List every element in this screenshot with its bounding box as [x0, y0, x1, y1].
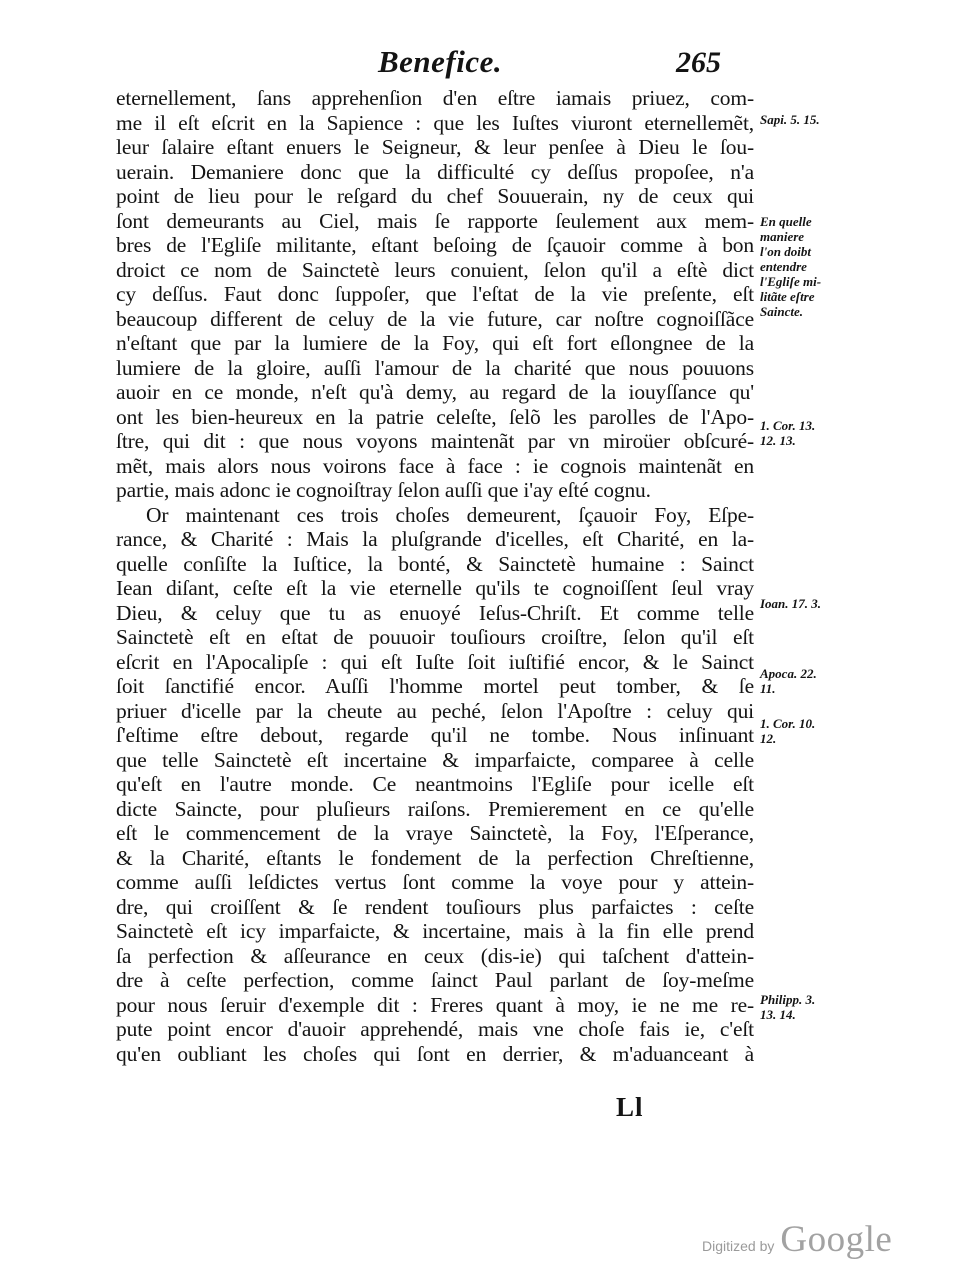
text-line: ſ'eſtime eſtre debout, regarde qu'il ne tombe. Nous inſinuant	[116, 723, 754, 747]
text-line: me il eſt eſcrit en la Sapience : que les Iuſtes viuront eternellemẽt,	[116, 110, 754, 135]
text-line: leur ſalaire eſtant enuers le Seigneur, & leur penſee à Dieu le ſou-	[116, 135, 754, 159]
text-line: qu'eſt en l'autre monde. Ce neantmoins l'Egliſe pour icelle eſt	[116, 772, 754, 796]
text-line: pour nous ſeruir d'exemple dit : Freres quant à moy, ie ne me re-	[116, 992, 754, 1017]
text-line: Sainctetè eſt en eſtat de pouuoir touſiours croiſtre, ſelon qu'il eſt	[116, 625, 754, 649]
text-line: partie, mais adonc ie cognoiſtray ſelon auſſi que i'ay eſté cognu.	[116, 478, 651, 502]
text-line: droict ce nom de Sainctetè leurs conuient, ſelon qu'il a eſtè dict	[116, 257, 754, 282]
text-line: point de lieu pour le reſgard du chef Souuerain, ny de ceux qui	[116, 184, 754, 208]
text-line: Iean diſant, ceſte eſt la vie eternelle qu'ils te cognoiſſent ſeul vray	[116, 576, 754, 600]
text-line: ſa perfection & aſſeurance en ceux (dis-ie) qui taſchent d'attein-	[116, 943, 754, 968]
text-line: mẽt, mais alors nous voirons face à face : ie cognois maintenãt en	[116, 453, 754, 478]
text-line: lumiere de la gloire, auſſi l'amour de la charité que nous pouuons	[116, 355, 754, 380]
margin-note-corinthians-10: 1. Cor. 10. 12.	[760, 716, 816, 746]
text-line: uerain. Demaniere donc que la difficulté cy deſſus propoſee, n'a	[116, 159, 754, 184]
text-line: beaucoup different de celuy de la vie future, car noſtre cognoiſſãce	[116, 306, 754, 331]
text-line: pute point encor d'auoir apprehendé, mais vne choſe fais ie, c'eſt	[116, 1017, 754, 1041]
text-line: rance, & Charité : Mais la pluſgrande d'icelles, eſt Charité, en la-	[116, 527, 754, 551]
digitized-watermark	[702, 1218, 892, 1261]
page-number: 265	[676, 46, 721, 79]
margin-note-philippians: Philipp. 3. 13. 14.	[760, 992, 816, 1022]
text-line: ont les bien-heureux en la patrie celeſte, ſelõ les parolles de l'Apo-	[116, 404, 754, 429]
margin-note-sapience: Sapi. 5. 15.	[760, 112, 820, 127]
text-line: ſtre, qui dit : que nous voyons maintenãt par vn miroüer obſcuré-	[116, 429, 754, 453]
margin-note-apocalypse: Apoca. 22. 11.	[760, 666, 817, 696]
text-line: que telle Sainctetè eſt incertaine & imparfaicte, comparee à celle	[116, 747, 754, 772]
text-line: dicte Saincte, pour pluſieurs raiſons. Premierement en ce qu'elle	[116, 796, 754, 821]
margin-note-john: Ioan. 17. 3.	[760, 596, 822, 611]
text-line: bres de l'Egliſe militante, eſtant beſoing de ſçauoir comme à bon	[116, 233, 754, 257]
text-line: dre, qui croiſſent & ſe rendent touſiours plus parfaictes : ceſte	[116, 894, 754, 919]
text-line: quelle conſiſte la Iuſtice, la bonté, & Sainctetè humaine : Sainct	[116, 551, 754, 576]
text-line: & la Charité, eſtants le fondement de la perfection Chreſtienne,	[116, 845, 754, 870]
text-line: eternellement, ſans apprehenſion d'en eſtre iamais priuez, com-	[116, 86, 754, 110]
margin-note-corinthians-13: 1. Cor. 13. 12. 13.	[760, 418, 816, 448]
text-line: eſcrit en l'Apocalipſe : qui eſt Iuſte ſoit iuſtifié encor, & le Sainct	[116, 649, 754, 674]
text-line: comme auſſi leſdictes vertus ſont comme la voye pour y attein-	[116, 870, 754, 894]
text-line: qu'en oubliant les choſes qui ſont en derrier, & m'aduanceant à	[116, 1041, 754, 1066]
text-line: priuer d'icelle par la cheute au peché, ſelon l'Apoſtre : celuy qui	[116, 698, 754, 723]
text-line: cy deſſus. Faut donc ſuppoſer, que l'eſtat de la vie preſente, eſt	[116, 282, 754, 306]
text-line: n'eſtant que par la lumiere de la Foy, qui eſt fort eſlongnee de la	[116, 331, 754, 355]
google-logo: Google	[780, 1219, 893, 1260]
text-line: auoir en ce monde, n'eſt qu'à demy, au regard de la iouyſſance qu'	[116, 380, 754, 404]
text-line: Sainctetè eſt icy imparfaicte, & incertaine, mais à la fin elle prend	[116, 919, 754, 943]
text-line: Dieu, & celuy que tu as enuoyé Ieſus-Chriſt. Et comme telle	[116, 600, 754, 625]
text-line: eſt le commencement de la vraye Sainctetè, la Foy, l'Eſperance,	[116, 821, 754, 845]
digitized-label: Digitized by	[702, 1238, 775, 1254]
text-line: dre à ceſte perfection, comme ſainct Paul parlant de ſoy-meſme	[116, 968, 754, 992]
margin-note-quelle-maniere: En quelle maniere l'on doibt entendre l'Egliſe mi- litãte eſtre Saincte.	[760, 214, 822, 319]
running-title: Benefice.	[378, 44, 503, 79]
paragraph-start-line: Or maintenant ces trois choſes demeurent, ſçauoir Foy, Eſpe-	[146, 502, 754, 527]
text-line: ſoit ſanctifié encor. Auſſi l'homme mortel peut tomber, & ſe	[116, 674, 754, 698]
signature-mark: Ll	[616, 1092, 644, 1122]
text-line: ſont demeurants au Ciel, mais ſe rapporte ſeulement aux mem-	[116, 208, 754, 233]
body-text	[116, 86, 754, 1066]
